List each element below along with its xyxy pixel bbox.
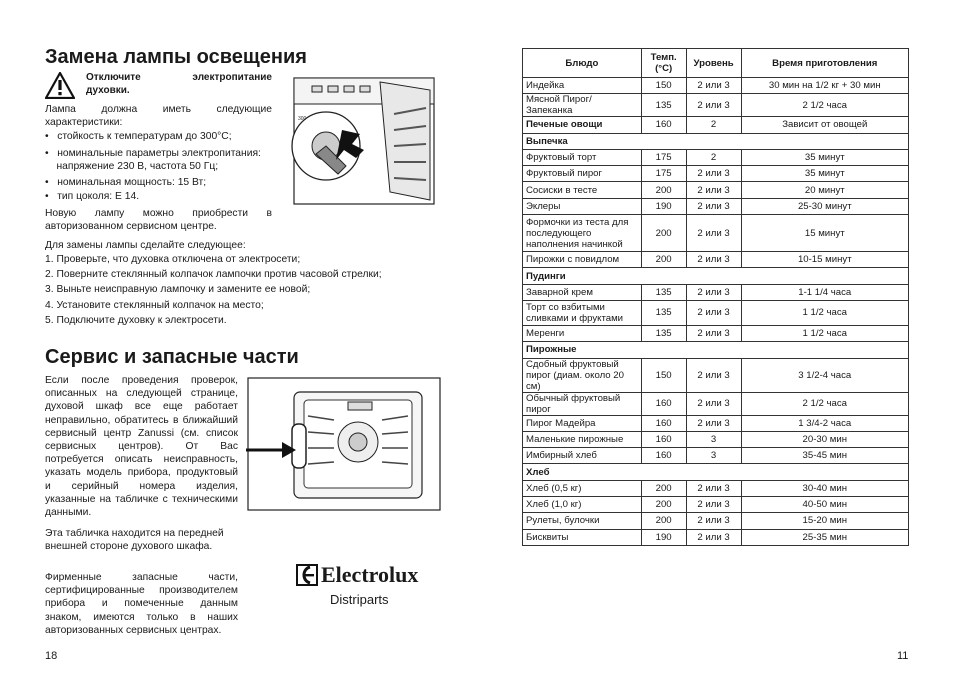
- cell-level: 3: [686, 431, 741, 447]
- table-row: [523, 513, 909, 529]
- cell-time: Зависит от овощей: [741, 117, 908, 133]
- cell-dish: Формочки из теста для последующего наполнения начинкой: [523, 215, 642, 252]
- cell-level: 2 или 3: [686, 166, 741, 182]
- cell-dish: Хлеб (0,5 кг): [523, 480, 642, 496]
- cell-time: 2 1/2 часа: [741, 94, 908, 117]
- cell-temp: 135: [641, 94, 686, 117]
- page-number-right: 11: [897, 650, 909, 662]
- cell-level: 3: [686, 448, 741, 464]
- cell-time: 15 минут: [741, 215, 908, 252]
- cell-level: 2 или 3: [686, 300, 741, 325]
- cell-dish: Меренги: [523, 325, 642, 341]
- table-body: [523, 78, 909, 546]
- service-para2: Эта табличка находится на передней внешней стороне духового шкафа.: [45, 528, 224, 553]
- cell-time: 20 минут: [741, 182, 908, 198]
- table-row: [523, 198, 909, 214]
- cell-dish: Фруктовый торт: [523, 149, 642, 165]
- cell-temp: 160: [641, 431, 686, 447]
- table-row: [523, 431, 909, 447]
- cell-dish: Печеные овощи: [523, 117, 642, 133]
- cell-dish: Рулеты, булочки: [523, 513, 642, 529]
- lamp-buy-note: Новую лампу можно приобрести в авторизованном сервисном центре.: [45, 208, 272, 233]
- cell-time: 30-40 мин: [741, 480, 908, 496]
- oven-illustration: [246, 376, 442, 513]
- cell-temp: 150: [641, 78, 686, 94]
- table-section-row: [523, 133, 909, 149]
- cell-time: 1 1/2 часа: [741, 325, 908, 341]
- bullet-2: • номинальные параметры электропитания: напряжение 230 В, частота 50 Гц;: [45, 148, 261, 173]
- cell-dish: Индейка: [523, 78, 642, 94]
- cell-time: 35-45 мин: [741, 448, 908, 464]
- cell-temp: 200: [641, 513, 686, 529]
- table-row: [523, 358, 909, 392]
- header-time: Время приготовления: [741, 49, 908, 78]
- cell-dish: Заварной крем: [523, 284, 642, 300]
- cell-level: 2 или 3: [686, 480, 741, 496]
- cell-level: 2 или 3: [686, 513, 741, 529]
- bullet-4: • тип цоколя: Е 14.: [45, 191, 140, 202]
- table-row: [523, 78, 909, 94]
- cell-level: 2 или 3: [686, 78, 741, 94]
- table-row: [523, 94, 909, 117]
- cell-time: 2 1/2 часа: [741, 392, 908, 415]
- cell-level: 2 или 3: [686, 358, 741, 392]
- cell-time: 3 1/2-4 часа: [741, 358, 908, 392]
- cell-temp: 135: [641, 300, 686, 325]
- cell-time: 10-15 минут: [741, 252, 908, 268]
- lamp-illustration: [290, 74, 438, 208]
- table-section-row: [523, 342, 909, 358]
- cell-dish: Маленькие пирожные: [523, 431, 642, 447]
- cell-level: 2 или 3: [686, 284, 741, 300]
- cell-level: 2 или 3: [686, 182, 741, 198]
- cell-time: 25-30 минут: [741, 198, 908, 214]
- table-row: [523, 215, 909, 252]
- svg-text:300: 300: [298, 116, 307, 122]
- cell-temp: 200: [641, 215, 686, 252]
- cell-temp: 160: [641, 392, 686, 415]
- cell-temp: 190: [641, 198, 686, 214]
- cell-dish: Эклеры: [523, 198, 642, 214]
- lamp-intro: Лампа должна иметь следующие характеристики:: [45, 104, 272, 129]
- cell-level: 2 или 3: [686, 529, 741, 545]
- table-row: [523, 252, 909, 268]
- table-row: [523, 529, 909, 545]
- logo-sub: Distriparts: [330, 592, 389, 607]
- table-row: [523, 448, 909, 464]
- cell-dish: Сдобный фруктовый пирог (диам. около 20 см): [523, 358, 642, 392]
- bullet-3: • номинальная мощность: 15 Вт;: [45, 177, 207, 188]
- cell-temp: 135: [641, 325, 686, 341]
- cell-temp: 200: [641, 182, 686, 198]
- steps-list: 1. Проверьте, что духовка отключена от электросети; 2. Поверните стеклянный колпачок лампочки против часовой стрелки; 3. Выньте неисправную лампочку и замените ее новой; 4. Установите стеклянный колпачок на место; 5. Подключите духовку к электросети.: [45, 254, 382, 326]
- table-row: [523, 392, 909, 415]
- table-row: [523, 149, 909, 165]
- warning-block: [45, 72, 75, 104]
- cell-temp: 160: [641, 415, 686, 431]
- service-para3: Фирменные запасные части, сертифицированные производителем прибора и помеченные данным знаком, имеются только в наших авторизованных сервисных центрах.: [45, 572, 238, 636]
- table-row: [523, 182, 909, 198]
- cell-dish: Сосиски в тесте: [523, 182, 642, 198]
- cell-dish: Обычный фруктовый пирог: [523, 392, 642, 415]
- cell-time: 1 1/2 часа: [741, 300, 908, 325]
- cell-dish: Пирог Мадейра: [523, 415, 642, 431]
- table-row: [523, 117, 909, 133]
- logo-brand: Electrolux: [321, 562, 419, 587]
- cell-level: 2 или 3: [686, 198, 741, 214]
- header-level: Уровень: [686, 49, 741, 78]
- cell-level: 2 или 3: [686, 94, 741, 117]
- service-para1: Если после проведения проверок, описанных на следующей странице, духовой шкаф все еще работает неправильно, обратитесь в ближайший сервисный центр Zanussi (см. список сервисных центров). От Вас потребуется описать неисправность, указать модель прибора, продуктовый и серийный номера изделия, указанные на табличке с техническими данными.: [45, 375, 238, 519]
- cell-temp: 175: [641, 149, 686, 165]
- table-row: [523, 325, 909, 341]
- section-label: Хлеб: [523, 464, 909, 480]
- cell-time: 40-50 мин: [741, 497, 908, 513]
- cell-level: 2 или 3: [686, 252, 741, 268]
- table-section-row: [523, 464, 909, 480]
- section-label: Пудинги: [523, 268, 909, 284]
- cell-time: 15-20 мин: [741, 513, 908, 529]
- cell-dish: Мясной Пирог/ Запеканка: [523, 94, 642, 117]
- cell-time: 35 минут: [741, 166, 908, 182]
- table-row: [523, 166, 909, 182]
- electrolux-logo-icon: [296, 564, 318, 586]
- page-number-left: 18: [45, 650, 58, 662]
- header-dish: Блюдо: [523, 49, 642, 78]
- cell-time: 25-35 мин: [741, 529, 908, 545]
- cell-time: 1 3/4-2 часа: [741, 415, 908, 431]
- lamp-title: Замена лампы освещения: [45, 46, 307, 68]
- cell-time: 1-1 1/4 часа: [741, 284, 908, 300]
- cell-temp: 150: [641, 358, 686, 392]
- table-row: [523, 480, 909, 496]
- cell-temp: 175: [641, 166, 686, 182]
- cell-dish: Торт со взбитыми сливками и фруктами: [523, 300, 642, 325]
- cell-temp: 190: [641, 529, 686, 545]
- section-label: Пирожные: [523, 342, 909, 358]
- cell-level: 2 или 3: [686, 497, 741, 513]
- warning-text: Отключите электропитание духовки.: [86, 72, 272, 97]
- table-row: [523, 300, 909, 325]
- cell-dish: Пирожки с повидлом: [523, 252, 642, 268]
- cell-temp: 200: [641, 480, 686, 496]
- cell-time: 35 минут: [741, 149, 908, 165]
- warning-icon: [45, 72, 75, 99]
- table-row: [523, 415, 909, 431]
- cell-time: 30 мин на 1/2 кг + 30 мин: [741, 78, 908, 94]
- table-row: [523, 284, 909, 300]
- cell-temp: 200: [641, 252, 686, 268]
- cell-temp: 160: [641, 448, 686, 464]
- service-title: Сервис и запасные части: [45, 346, 299, 368]
- section-label: Выпечка: [523, 133, 909, 149]
- cell-dish: Хлеб (1,0 кг): [523, 497, 642, 513]
- cell-level: 2: [686, 149, 741, 165]
- table-header-row: [523, 49, 909, 78]
- cell-dish: Фруктовый пирог: [523, 166, 642, 182]
- cell-dish: Имбирный хлеб: [523, 448, 642, 464]
- cell-temp: 135: [641, 284, 686, 300]
- cell-temp: 160: [641, 117, 686, 133]
- cell-dish: Бисквиты: [523, 529, 642, 545]
- header-temp: Темп. (°С): [641, 49, 686, 78]
- cell-temp: 200: [641, 497, 686, 513]
- steps-intro: Для замены лампы сделайте следующее:: [45, 240, 246, 251]
- table-section-row: [523, 268, 909, 284]
- cell-level: 2: [686, 117, 741, 133]
- table-row: [523, 497, 909, 513]
- cooking-table: [522, 48, 909, 546]
- bullet-1: • стойкость к температурам до 300°С;: [45, 131, 232, 142]
- cell-level: 2 или 3: [686, 215, 741, 252]
- cell-level: 2 или 3: [686, 325, 741, 341]
- cell-time: 20-30 мин: [741, 431, 908, 447]
- cell-level: 2 или 3: [686, 392, 741, 415]
- cell-level: 2 или 3: [686, 415, 741, 431]
